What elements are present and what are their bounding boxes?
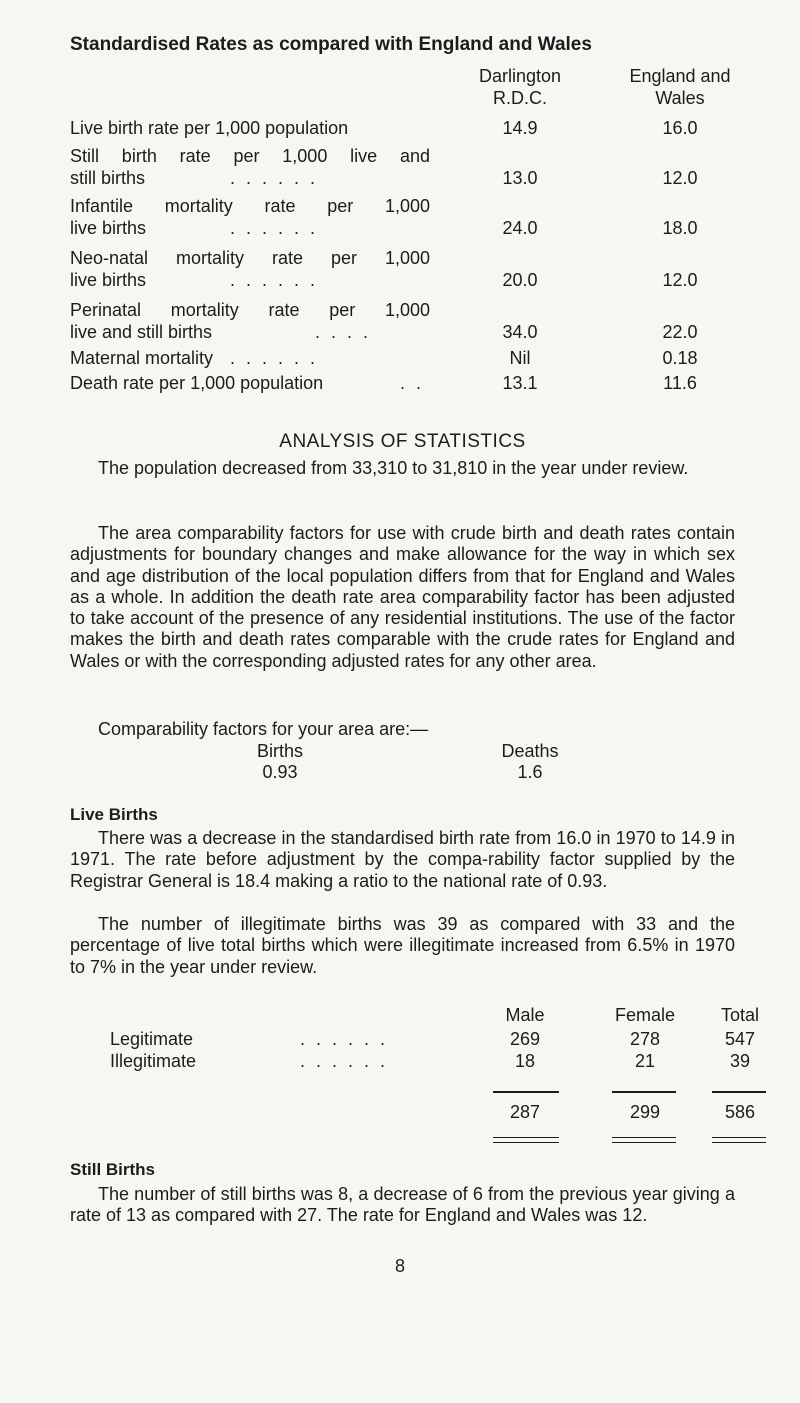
births-total-male: 287 (509, 1102, 541, 1122)
rate-row-england: 18.0 (662, 218, 698, 238)
col-header-darlington-line1: Darlington (478, 66, 562, 86)
births-row-male: 269 (509, 1029, 541, 1049)
rate-row-darlington: 20.0 (502, 270, 538, 290)
rate-row-label: Perinatal mortality rate per 1,000 (70, 300, 430, 320)
leader-dots: . . . . . . (300, 1029, 389, 1049)
births-row-total: 547 (724, 1029, 756, 1049)
rate-row-label: Maternal mortality (70, 348, 214, 368)
analysis-paragraph: The population decreased from 33,310 to 31,810 in the year under review. (98, 458, 689, 478)
births-row-label: Legitimate (110, 1029, 194, 1049)
subtotal-rule-female (612, 1091, 676, 1093)
factor-deaths-label: Deaths (501, 741, 559, 761)
rate-row-darlington: 24.0 (502, 218, 538, 238)
still-births-paragraph: The number of still births was 8, a decrease of 6 from the previous year giving a rate of 13 as compared with 27. The rate for England and Wales was 12. (70, 1184, 735, 1226)
analysis-paragraph: Comparability factors for your area are:— (98, 719, 429, 739)
births-row-total: 39 (729, 1051, 751, 1071)
live-births-paragraph: There was a decrease in the standardised birth rate from 16.0 in 1970 to 14.9 in 1971. The rate before adjustment by the compa-rability factor supplied by the Registrar General is 18.4 making a ratio to the national rate of 0.93. (70, 828, 735, 891)
total-double-rule-male (493, 1137, 559, 1143)
births-total-total: 586 (724, 1102, 756, 1122)
births-row-female: 278 (629, 1029, 661, 1049)
rate-row-england: 12.0 (662, 270, 698, 290)
rate-row-darlington: 13.1 (502, 373, 538, 393)
rate-row-darlington: Nil (509, 348, 531, 368)
col-header-england-line2: Wales (655, 88, 705, 108)
rate-row-label: Infantile mortality rate per 1,000 (70, 196, 430, 216)
rate-row-england: 12.0 (662, 168, 698, 188)
rate-row-darlington: 13.0 (502, 168, 538, 188)
leader-dots: . . . . . . (230, 270, 319, 290)
leader-dots: . . . . . . (300, 1051, 389, 1071)
leader-dots: . . . . . . (230, 218, 319, 238)
leader-dots: . . (400, 373, 425, 393)
rate-row-england: 22.0 (662, 322, 698, 342)
rate-row-england: 11.6 (663, 373, 697, 393)
rate-row-darlington: 34.0 (502, 322, 538, 342)
total-double-rule-total (712, 1137, 766, 1143)
live-births-heading: Live Births (70, 805, 158, 824)
births-row-female: 21 (634, 1051, 656, 1071)
leader-dots: . . . . . . (230, 168, 319, 188)
col-header-darlington-line2: R.D.C. (493, 88, 547, 108)
rate-row-label-cont: live and still births (70, 322, 213, 342)
factor-births-label: Births (256, 741, 303, 761)
births-row-label: Illegitimate (110, 1051, 197, 1071)
rate-row-darlington: 14.9 (502, 118, 538, 138)
factor-births-value: 0.93 (262, 762, 298, 782)
rate-row-label: Still birth rate per 1,000 live and (70, 146, 430, 166)
subtotal-rule-male (493, 1091, 559, 1093)
leader-dots: . . . . (315, 322, 372, 342)
rate-row-england: 16.0 (662, 118, 698, 138)
rate-row-label: Neo-natal mortality rate per 1,000 (70, 248, 430, 268)
births-col-female: Female (614, 1005, 676, 1025)
total-double-rule-female (612, 1137, 676, 1143)
col-header-england-line1: England and (629, 66, 731, 86)
rate-row-label-cont: still births (70, 168, 146, 188)
factor-deaths-value: 1.6 (517, 762, 543, 782)
subtotal-rule-total (712, 1091, 766, 1093)
rate-row-label-cont: live births (70, 270, 147, 290)
births-total-female: 299 (629, 1102, 661, 1122)
analysis-heading: ANALYSIS OF STATISTICS (279, 431, 526, 452)
analysis-paragraph: The area comparability factors for use with crude birth and death rates contain adjustments for boundary changes and make allowance for the way in which sex and age distribution of the local population differs from that for England and Wales as a whole. In addition the death rate area comparability factor has been adjusted to take account of the presence of any residential institutions. The use of the factor makes the birth and death rates comparable with the crude rates for England and Wales or with the corresponding adjusted rates for any other area. (70, 523, 735, 671)
leader-dots: . . . . . . (230, 348, 319, 368)
live-births-paragraph: The number of illegitimate births was 39 as compared with 33 and the percentage of live total births which were illegitimate increased from 6.5% in 1970 to 7% in the year under review. (70, 914, 735, 977)
births-row-male: 18 (514, 1051, 536, 1071)
rate-row-label: Death rate per 1,000 population (70, 373, 324, 393)
births-col-total: Total (720, 1005, 760, 1025)
rate-row-england: 0.18 (662, 348, 698, 368)
births-col-male: Male (505, 1005, 545, 1025)
page-title: Standardised Rates as compared with England and Wales (70, 34, 592, 55)
rate-row-label-cont: live births (70, 218, 147, 238)
rate-row-label: Live birth rate per 1,000 population (70, 118, 349, 138)
still-births-heading: Still Births (70, 1160, 156, 1179)
page-number: 8 (394, 1256, 405, 1276)
